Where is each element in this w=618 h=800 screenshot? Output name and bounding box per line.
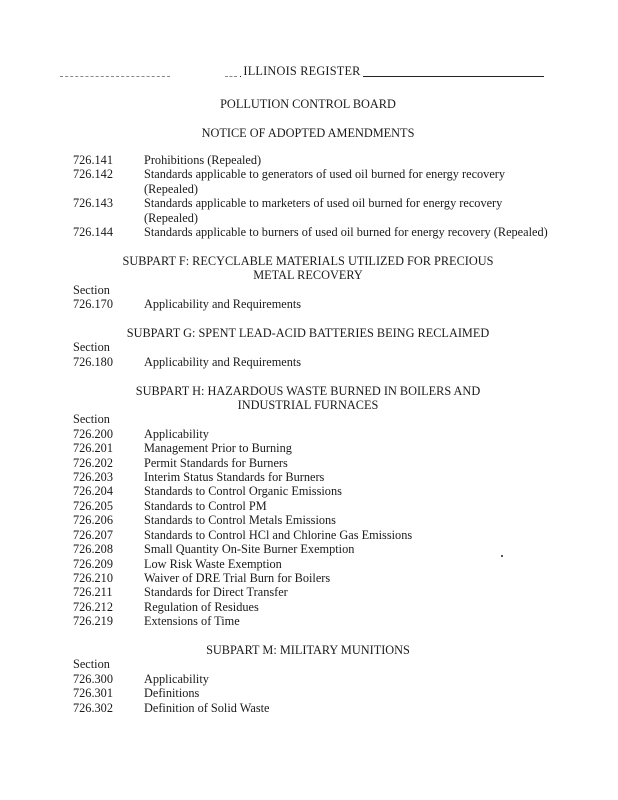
spacer — [73, 369, 553, 383]
section-row — [73, 686, 553, 700]
section-title: Low Risk Waste Exemption — [144, 556, 282, 571]
section-title: Waiver of DRE Trial Burn for Boilers — [144, 570, 331, 585]
section-title: Standards to Control HCl and Chlorine Gas Emissions — [144, 527, 413, 542]
section-title: Small Quantity On-Site Burner Exemption — [144, 542, 355, 557]
section-number: 726.200 — [73, 426, 113, 441]
section-row — [73, 297, 553, 311]
section-row — [73, 513, 553, 527]
section-number: 726.170 — [73, 297, 113, 312]
section-number: 726.202 — [73, 455, 113, 470]
section-number: 726.206 — [73, 513, 113, 528]
section-number: 726.207 — [73, 527, 113, 542]
section-list-top — [73, 153, 553, 239]
section-number: 726.208 — [73, 542, 113, 557]
section-title: Definitions — [144, 686, 200, 701]
section-row — [73, 470, 553, 484]
section-title: Regulation of Residues — [144, 599, 259, 614]
section-number: 726.201 — [73, 441, 113, 456]
section-title: Applicability and Requirements — [144, 297, 302, 312]
section-row — [73, 585, 553, 599]
spacer — [73, 312, 553, 326]
section-title: Definition of Solid Waste — [144, 700, 270, 715]
section-row — [73, 355, 553, 369]
section-row — [73, 499, 553, 513]
section-number: 726.205 — [73, 498, 113, 513]
section-row — [73, 441, 553, 455]
subparts — [73, 254, 553, 729]
subpart-heading: SUBPART M: MILITARY MUNITIONS — [206, 642, 410, 657]
section-row — [73, 701, 553, 715]
section-title: Standards applicable to marketers of used oil burned for energy recovery (Repealed) — [144, 196, 503, 225]
section-title: Standards to Control Metals Emissions — [144, 513, 336, 528]
section-title: Standards to Control PM — [144, 498, 267, 513]
section-row — [73, 484, 553, 498]
section-title: Applicability — [144, 671, 209, 686]
register-title: ILLINOIS REGISTER — [243, 64, 361, 78]
subpart-heading: METAL RECOVERY — [253, 268, 363, 283]
scan-speck — [501, 555, 503, 557]
section-number: 726.212 — [73, 599, 113, 614]
section-number: 726.203 — [73, 470, 113, 485]
section-title: Prohibitions (Repealed) — [144, 153, 262, 167]
section-label: Section — [73, 657, 110, 672]
section-number: 726.204 — [73, 484, 113, 499]
section-number: 726.144 — [73, 225, 113, 240]
section-row — [73, 571, 553, 585]
subpart-heading: SUBPART G: SPENT LEAD-ACID BATTERIES BEING RECLAIMED — [126, 326, 490, 341]
page-header — [60, 64, 544, 80]
section-row — [73, 427, 553, 441]
section-title: Standards for Direct Transfer — [144, 585, 288, 600]
section-number: 726.142 — [73, 167, 113, 182]
section-row — [73, 600, 553, 614]
section-number: 726.210 — [73, 570, 113, 585]
section-title: Standards applicable to generators of used oil burned for energy recovery (Repealed) — [144, 167, 506, 196]
section-row — [73, 196, 553, 225]
section-row — [73, 528, 553, 542]
section-title: Standards applicable to burners of used oil burned for energy recovery (Repealed) — [144, 225, 548, 240]
section-label: Section — [73, 412, 110, 427]
section-number: 726.219 — [73, 614, 113, 629]
section-row — [73, 542, 553, 556]
section-number: 726.302 — [73, 700, 113, 715]
section-row — [73, 153, 553, 167]
section-number: 726.209 — [73, 556, 113, 571]
section-number: 726.143 — [73, 196, 113, 211]
section-title: Management Prior to Burning — [144, 441, 292, 456]
section-row — [73, 672, 553, 686]
section-row — [73, 167, 553, 196]
section-row — [73, 225, 553, 239]
spacer — [73, 629, 553, 643]
section-row — [73, 557, 553, 571]
section-row — [73, 456, 553, 470]
section-number: 726.300 — [73, 671, 113, 686]
section-title: Interim Status Standards for Burners — [144, 470, 325, 485]
section-title: Standards to Control Organic Emissions — [144, 484, 342, 499]
section-label: Section — [73, 282, 110, 297]
section-title: Extensions of Time — [144, 614, 240, 629]
section-number: 726.141 — [73, 153, 113, 167]
section-title: Permit Standards for Burners — [144, 455, 288, 470]
notice-title: NOTICE OF ADOPTED AMENDMENTS — [201, 126, 415, 140]
section-title: Applicability — [144, 426, 209, 441]
section-row — [73, 614, 553, 628]
section-number: 726.180 — [73, 354, 113, 369]
spacer — [73, 715, 553, 729]
section-number: 726.211 — [73, 585, 113, 600]
subpart-heading: SUBPART F: RECYCLABLE MATERIALS UTILIZED FOR PRECIOUS — [122, 254, 494, 268]
subpart-heading: SUBPART H: HAZARDOUS WASTE BURNED IN BOILERS AND — [135, 383, 481, 398]
agency-name: POLLUTION CONTROL BOARD — [220, 97, 396, 111]
section-label: Section — [73, 340, 110, 355]
subpart-heading: INDUSTRIAL FURNACES — [237, 398, 379, 413]
section-number: 726.301 — [73, 686, 113, 701]
section-title: Applicability and Requirements — [144, 354, 302, 369]
